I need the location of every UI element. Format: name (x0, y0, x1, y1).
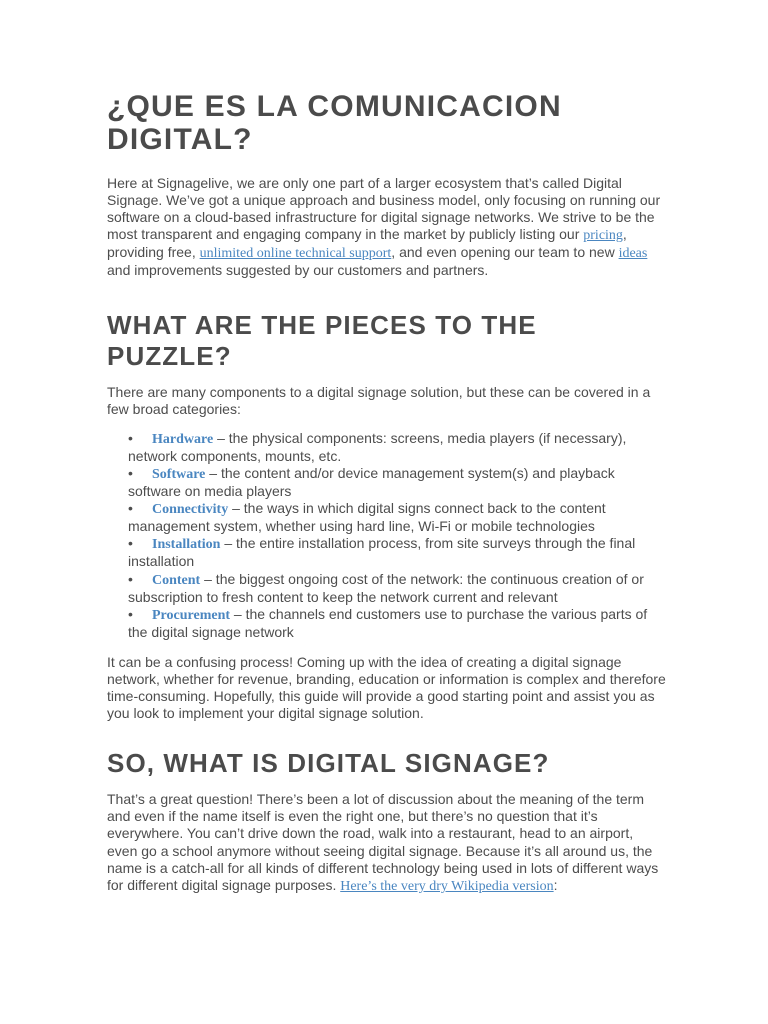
list-item (107, 500, 667, 535)
list-item-text: – the channels end customers use to purchase the various parts of the digital signage network (128, 605, 648, 640)
list-item-text: – the physical components: screens, media players (if necessary), network components, mounts, etc. (128, 429, 627, 464)
bullet-icon: • (128, 429, 133, 446)
section-1-text-4: and improvements suggested by our customers and partners. (107, 262, 489, 279)
section-2-heading: WHAT ARE THE PIECES TO THE PUZZLE? (107, 309, 537, 371)
wikipedia-link[interactable]: Here’s the very dry Wikipedia version (340, 878, 554, 894)
list-item (107, 535, 667, 570)
bullet-icon: • (128, 605, 133, 622)
list-item (107, 571, 667, 606)
bullet-icon: • (128, 535, 133, 552)
ideas-link[interactable]: ideas (618, 246, 648, 262)
list-item (107, 465, 667, 500)
document-content (107, 90, 667, 895)
pricing-link[interactable]: pricing (583, 228, 623, 244)
list-item-term: Installation (152, 537, 221, 553)
list-item-text: – the ways in which digital signs connect back to the content management system, whether using hard line, Wi-Fi or mobile technologies (128, 500, 606, 535)
section-3-text-2: : (553, 876, 558, 893)
list-item-term: Connectivity (152, 502, 229, 518)
bullet-icon: • (128, 500, 133, 517)
list-item-text: – the entire installation process, from site surveys through the final installation (128, 535, 636, 570)
section-1-text-3: , and even opening our team to new (391, 244, 619, 261)
section-2-intro: There are many components to a digital signage solution, but these can be covered in a few broad categories: (107, 383, 651, 417)
bullet-icon: • (128, 570, 133, 587)
components-list (107, 430, 667, 641)
section-3-paragraph (107, 791, 667, 895)
list-item-text: – the content and/or device management system(s) and playback software on media players (128, 464, 615, 500)
section-3-heading: SO, WHAT IS DIGITAL SIGNAGE? (107, 748, 550, 779)
list-item-text: – the biggest ongoing cost of the network: the continuous creation of or subscription to fresh content to keep the network current and relevant (128, 570, 644, 605)
section-1-paragraph (107, 175, 667, 280)
section-1-text-2: , providing free, (107, 226, 627, 261)
technical-support-link[interactable]: unlimited online technical support (199, 246, 392, 262)
list-item-term: Procurement (152, 607, 231, 623)
section-1-heading: ¿QUE ES LA COMUNICACION DIGITAL? (107, 90, 562, 156)
list-item-term: Software (152, 466, 206, 482)
section-1-text-1: Here at Signagelive, we are only one part of a larger ecosystem that’s called Digital Signage. We’ve got a unique approach and business model, only focusing on running our software on a cloud-based infrastructure for digital signage networks. We strive to be the most transparent and engaging company in the market by publicly listing our (107, 175, 661, 243)
list-item (107, 430, 667, 465)
bullet-icon: • (128, 464, 133, 481)
section-2-outro: It can be a confusing process! Coming up with the idea of creating a digital signage network, whether for revenue, branding, education or information is complex and therefore time-consuming. Hopefully, this guide will provide a good starting point and assist you as you look to implement your digital signage solution. (107, 653, 666, 722)
section-3-text-1: That’s a great question! There’s been a lot of discussion about the meaning of the term and even if the name itself is even the right one, but there’s no question that it’s everywhere. You can’t drive down the road, walk into a restaurant, head to an airport, even go a school anymore without seeing digital signage. Because it’s all around us, the name is a catch-all for all kinds of different technology being used in lots of different ways for different digital signage purposes. (107, 791, 659, 893)
list-item (107, 606, 667, 641)
list-item-term: Hardware (152, 431, 214, 447)
list-item-term: Content (152, 572, 201, 588)
